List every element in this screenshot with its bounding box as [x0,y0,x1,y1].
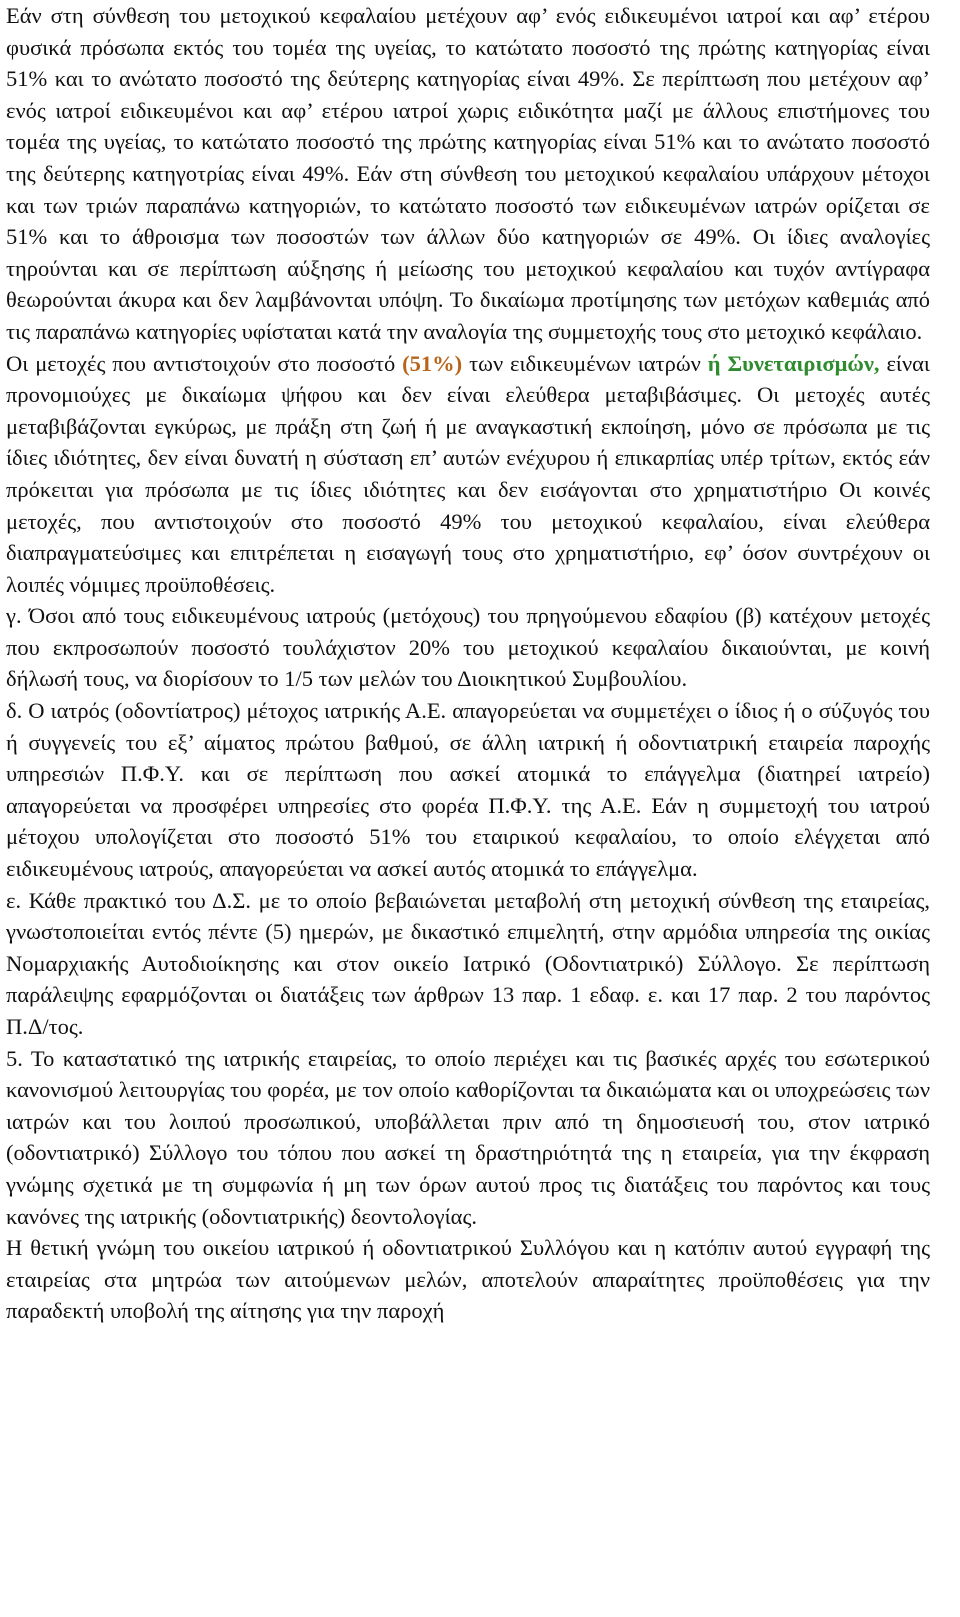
paragraph-privileged-shares [6,348,930,601]
privileged-shares-text-end: είναι προνομιούχες με δικαίωμα ψήφου και δεν είναι ελεύθερα μεταβιβάσιμες. Οι μετοχές αυτές μεταβιβάζονται εγκύρως, με πράξη στη ζωή ή με αναγκαστική εκποίηση, μόνο σε πρόσωπα με τις ίδιες ιδιότητες, δεν είναι δυνατή η σύσταση επ’ αυτών ενέχυρου ή επικαρπίας υπέρ τρίτων, εκτός εάν πρόκειται για πρόσωπα με τις ίδιες ιδιότητες και δεν εισάγονται στο χρηματιστήριο Οι κοινές μετοχές, που αντιστοιχούν στο ποσοστό 49% του μετοχικού κεφαλαίου, είναι ελεύθερα διαπραγματεύσιμες και επιτρέπεται η εισαγωγή τους στο χρηματιστήριο, εφ’ όσον συντρέχουν οι λοιπές νόμιμες προϋποθέσεις. [6,350,930,597]
highlight-cooperatives: ή Συνεταιρισμών, [707,350,880,376]
privileged-shares-text-mid: των ειδικευμένων ιατρών [462,350,708,376]
paragraph-5-statute: 5. Το καταστατικό της ιατρικής εταιρείας, το οποίο περιέχει και τις βασικές αρχές του εσωτερικού κανονισμού λειτουργίας του φορέα, με τον οποίο καθορίζονται τα δικαιώματα και οι υποχρεώσεις των ιατρών και του λοιπού προσωπικού, υποβάλλεται πριν από τη δημοσιευσή του, στον ιατρικό (οδοντιατρικό) Σύλλογο του τόπου που ασκεί τη δραστηριότητά της η εταιρεία, για την έκφραση γνώμης σχετικά με τη συμφωνία ή μη των όρων αυτού προς τις διατάξεις του παρόντος και τους κανόνες της ιατρικής (οδοντιατρικής) δεοντολογίας. [6,1045,931,1229]
highlight-51-percent: (51%) [402,350,463,376]
privileged-shares-text-start: Οι μετοχές που αντιστοιχούν στο ποσοστό [6,350,403,376]
paragraph-gamma-board-appointment: γ. Όσοι από τους ειδικευμένους ιατρούς (μετόχους) του πρηγούμενου εδαφίου (β) κατέχουν μετοχές που εκπροσωπούν ποσοστό τουλάχιστον 20% του μετοχικού κεφαλαίου δικαιούνται, με κοινή δήλωσή τους, να διορίσουν τo 1/5 των μελών του Διοικητικού Συμβουλίου. [6,603,930,692]
paragraph-epsilon-board-minutes: ε. Κάθε πρακτικό του Δ.Σ. με το οποίο βεβαιώνεται μεταβολή στη μετοχική σύνθεση της εταιρείας, γνωστοποιείται εντός πέντε (5) ημερών, με δικαστικό επιμελητή, στην αρμόδια υπηρεσία της οικίας Νομαρχιακής Αυτοδιοίκησης και στον οικείο Ιατρικό (Οδοντιατρικό) Σύλλογο. Σε περίπτωση παράλειψης εφαρμόζονται οι διατάξεις των άρθρων 13 παρ. 1 εδαφ. ε. και 17 παρ. 2 του παρόντος Π.Δ/τος. [6,887,930,1039]
paragraph-delta-doctor-restrictions: δ. Ο ιατρός (οδοντίατρος) μέτοχος ιατρικής Α.Ε. απαγορεύεται να συμμετέχει ο ίδιος ή ο σύζυγός του ή συγγενείς του εξ’ αίματος πρώτου βαθμού, σε άλλη ιατρική ή οδοντιατρική εταιρεία παροχής υπηρεσιών Π.Φ.Υ. και σε περίπτωση που ασκεί ατομικά το επάγγελμα (διατηρεί ιατρείο) απαγορεύεται να προσφέρει υπηρεσίες στο φορέα Π.Φ.Υ. της Α.Ε. Εάν η συμμετοχή του ιατρού μέτοχου υπολογίζεται στο ποσοστό 51% του εταιρικού κεφαλαίου, το οποίο ελέγχεται από ειδικευμένους ιατρούς, απαγορεύεται να ασκεί αυτός ατομικά το επάγγελμα. [6,698,930,882]
paragraph-positive-opinion: Η θετική γνώμη του οικείου ιατρικού ή οδοντιατρικού Συλλόγου και η κατόπιν αυτού εγγραφή της εταιρείας στα μητρώα των αιτούμενων μελών, αποτελούν απαραίτητες προϋποθέσεις για την παραδεκτή υποβολή της αίτησης για την παροχή [6,1235,930,1324]
paragraph-share-composition: Εάν στη σύνθεση του μετοχικού κεφαλαίου μετέχουν αφ’ ενός ειδικευμένοι ιατροί και αφ’ ετέρου φυσικά πρόσωπα εκτός του τομέα της υγείας, το κατώτατο ποσοστό της πρώτης κατηγορίας είναι 51% και το ανώτατο ποσοστό της δεύτερης κατηγορίας είναι 49%. Σε περίπτωση που μετέχουν αφ’ ενός ιατροί ειδικευμένοι και αφ’ ετέρου ιατροί χωρις ειδικότητα μαζί με άλλους επιστήμονες του τομέα της υγείας, το κατώτατο ποσοστό της πρώτης κατηγορίας είναι 51% και το ανώτατο ποσοστό της δεύτερης κατηγοτρίας είναι 49%. Εάν στη σύνθεση του μετοχικού κεφαλαίου υπάρχουν μέτοχοι και των τριών παραπάνω κατηγοριών, το κατώτατο ποσοστό των ειδικευμένων ιατρών ορίζεται σε 51% και το άθροισμα των ποσοστών των άλλων δύο κατηγοριών σε 49%. Οι ίδιες αναλογίες τηρούνται και σε περίπτωση αύξησης ή μείωσης του μετοχικού κεφαλαίου και τυχόν αντίγραφα θεωρούνται άκυρα και δεν λαμβάνονται υπόψη. Το δικαίωμα προτίμησης των μετόχων καθεμιάς από τις παραπάνω κατηγορίες υφίσταται κατά την αναλογία της συμμετοχής τους στο μετοχικό κεφάλαιο. [6,3,930,344]
